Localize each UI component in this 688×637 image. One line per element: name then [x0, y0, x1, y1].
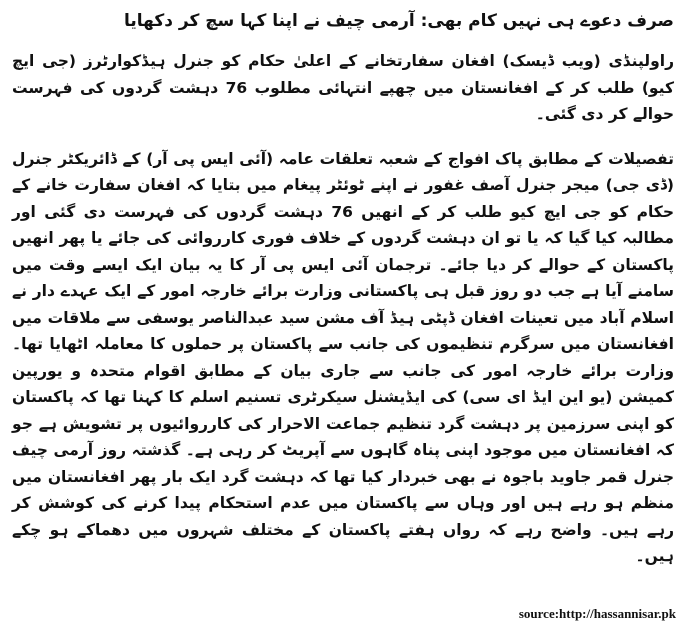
article-headline: صرف دعوے ہی نہیں کام بھی: آرمی چیف نے اپنا کہا سچ کر دکھایا: [123, 11, 674, 31]
article-paragraph-lead: راولپنڈی (ویب ڈیسک) افغان سفارتخانے کے اعلیٰ حکام کو جنرل ہیڈکوارٹرز (جی ایچ کیو) طلب کر کے افغانستان میں چھپے انتہائی مطلوب 76 دہشت گردوں کی فہرست حوالے کر دی گئی۔: [12, 52, 674, 123]
source-link[interactable]: source:http://hassannisar.pk: [518, 606, 676, 621]
article-paragraph-body: تفصیلات کے مطابق پاک افواج کے شعبہ تعلقات عامہ (آئی ایس پی آر) کے ڈائریکٹر جنرل (ڈی جی) میجر جنرل آصف غفور نے اپنے ٹوئٹر پیغام میں بتایا کہ افغان سفارت خانے کے حکام کو جی ایچ کیو طلب کر کے انھیں 76 دہشت گردوں کی فہرست دی گئی اور مطالبہ کیا گیا کہ یا تو ان دہشت گردوں کے خلاف فوری کارروائی کی جائے یا پھر انھیں پاکستان کے حوالے کر دیا جائے۔ ترجمان آئی ایس پی آر کا یہ بیان ایک ایسے وقت میں سامنے آیا ہے جب دو روز قبل ہی پاکستانی وزارت برائے خارجہ امور کے ایک عہدے دار نے اسلام آباد میں تعینات افغان ڈپٹی ہیڈ آف مشن سید عبدالناصر یوسفی سے ملاقات میں افغانستان میں سرگرم تنظیموں کی جانب سے پاکستان پر حملوں کا معاملہ اٹھایا تھا۔ وزارت برائے خارجہ امور کی جانب سے جاری بیان کے مطابق اقوام متحدہ و یورپین کمیشن (یو این ایڈ ای سی) کی ایڈیشنل سیکرٹری تسنیم اسلم کا کہنا تھا کہ پاکستان کو اپنی سرزمین پر دہشت گرد تنظیم جماعت الاحرار کی کارروائیوں پر تشویش ہے جو کہ افغانستان میں موجود اپنی پناہ گاہوں سے آپریٹ کر رہی ہے۔ گذشتہ روز آرمی چیف جنرل قمر جاوید باجوہ نے بھی خبردار کیا تھا کہ دہشت گرد ایک بار پھر افغانستان میں منظم ہو رہے ہیں اور وہاں سے پاکستان میں عدم استحکام پیدا کرنے کی کوشش کر رہے ہیں۔ واضح رہے کہ رواں ہفتے پاکستان کے مختلف شہروں میں دھماکے ہو چکے ہیں۔: [12, 149, 674, 565]
